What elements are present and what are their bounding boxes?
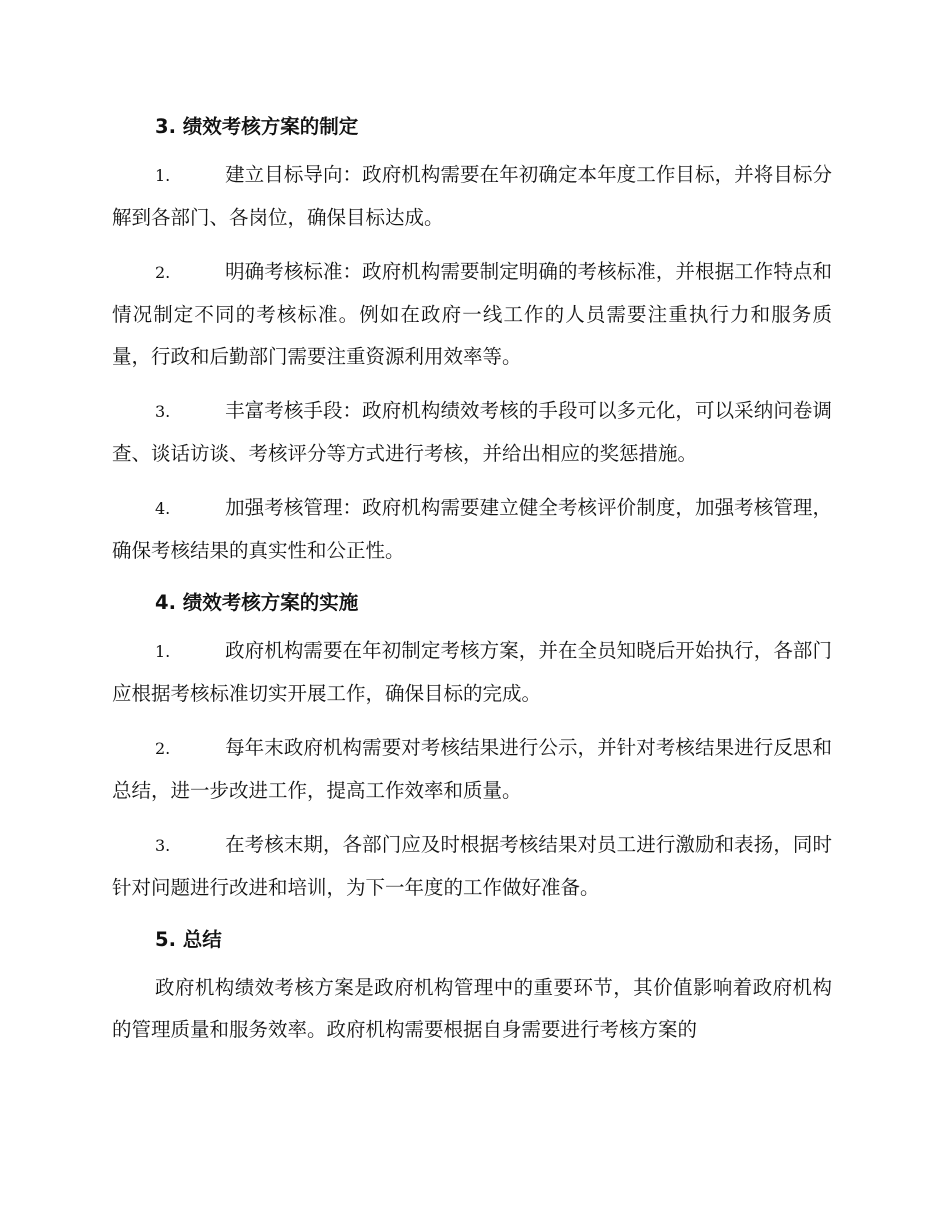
item-text: 在考核末期，各部门应及时根据考核结果对员工进行激励和表扬，同时针对问题进行改进和培训，为下一年度的工作做好准备。 xyxy=(112,833,832,899)
item-number: 2. xyxy=(155,739,171,758)
summary-paragraph: 政府机构绩效考核方案是政府机构管理中的重要环节，其价值影响着政府机构的管理质量和服务效率。政府机构需要根据自身需要进行考核方案的 xyxy=(112,976,832,1041)
item-text: 丰富考核手段：政府机构绩效考核的手段可以多元化，可以采纳问卷调查、谈话访谈、考核评分等方式进行考核，并给出相应的奖惩措施。 xyxy=(112,399,832,465)
item-number: 1. xyxy=(155,166,171,185)
item-text: 每年末政府机构需要对考核结果进行公示，并针对考核结果进行反思和总结，进一步改进工作，提高工作效率和质量。 xyxy=(112,736,832,802)
item-number: 3. xyxy=(155,836,171,855)
list-item xyxy=(112,251,832,378)
section-4 xyxy=(112,584,832,909)
section-heading: 3. 绩效考核方案的制定 xyxy=(155,115,359,138)
item-number: 2. xyxy=(155,263,171,282)
item-number: 1. xyxy=(155,642,171,661)
item-text: 建立目标导向：政府机构需要在年初确定本年度工作目标，并将目标分解到各部门、各岗位，确保目标达成。 xyxy=(112,163,832,229)
section-heading: 4. 绩效考核方案的实施 xyxy=(155,591,359,614)
item-text: 政府机构需要在年初制定考核方案，并在全员知晓后开始执行，各部门应根据考核标准切实开展工作，确保目标的完成。 xyxy=(112,639,832,705)
section-3 xyxy=(112,108,832,572)
item-text: 加强考核管理：政府机构需要建立健全考核评价制度，加强考核管理，确保考核结果的真实性和公正性。 xyxy=(112,496,832,562)
section-heading: 5. 总结 xyxy=(155,928,222,951)
list-item xyxy=(112,727,832,812)
list-item xyxy=(112,154,832,239)
list-item xyxy=(112,390,832,475)
list-item xyxy=(112,630,832,715)
list-item xyxy=(112,487,832,572)
item-number: 3. xyxy=(155,402,171,421)
list-item xyxy=(112,824,832,909)
section-5 xyxy=(112,921,832,1051)
item-number: 4. xyxy=(155,499,171,518)
document-page xyxy=(112,108,832,1051)
item-text: 明确考核标准：政府机构需要制定明确的考核标准，并根据工作特点和情况制定不同的考核标准。例如在政府一线工作的人员需要注重执行力和服务质量，行政和后勤部门需要注重资源利用效率等。 xyxy=(112,260,832,368)
